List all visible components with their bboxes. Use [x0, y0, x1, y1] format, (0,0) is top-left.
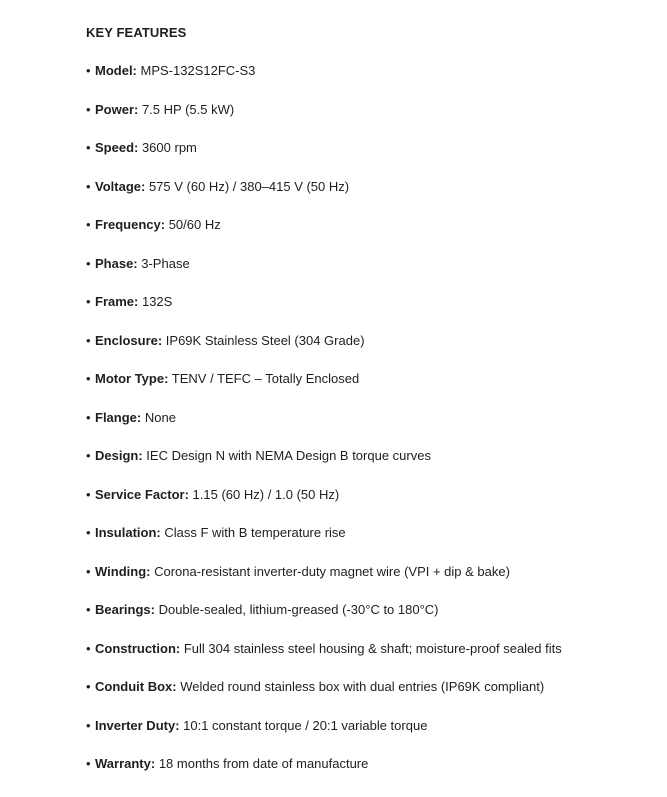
feature-label: Conduit Box:	[95, 679, 177, 694]
feature-value: IEC Design N with NEMA Design B torque curves	[142, 448, 431, 463]
feature-value: Corona-resistant inverter-duty magnet wire (VPI + dip & bake)	[150, 563, 510, 579]
bullet-icon: •	[86, 486, 91, 502]
bullet-icon: •	[86, 140, 91, 155]
feature-label: Motor Type:	[95, 371, 169, 386]
feature-item	[86, 447, 656, 465]
bullet-icon: •	[86, 679, 91, 694]
feature-item	[86, 178, 656, 196]
bullet-icon: •	[86, 409, 91, 425]
feature-list	[86, 62, 656, 773]
bullet-icon: •	[86, 294, 91, 309]
bullet-icon: •	[86, 217, 91, 232]
feature-value: 132S	[138, 294, 173, 309]
feature-item	[86, 409, 656, 427]
feature-label: Power:	[95, 101, 139, 117]
feature-value: 10:1 constant torque / 20:1 variable torque	[179, 717, 428, 733]
feature-value: 7.5 HP (5.5 kW)	[138, 101, 235, 117]
feature-label: Frame:	[95, 294, 139, 309]
feature-item	[86, 563, 656, 581]
feature-value: 575 V (60 Hz) / 380–415 V (50 Hz)	[145, 178, 350, 194]
feature-value: TENV / TEFC – Totally Enclosed	[168, 371, 360, 386]
feature-value: None	[141, 409, 176, 425]
feature-value: IP69K Stainless Steel (304 Grade)	[162, 332, 365, 348]
bullet-icon: •	[86, 756, 91, 771]
bullet-icon: •	[86, 717, 91, 733]
section-heading: KEY FEATURES	[86, 25, 187, 40]
bullet-icon: •	[86, 602, 91, 617]
feature-label: Bearings:	[95, 602, 155, 617]
feature-item	[86, 601, 656, 619]
feature-item	[86, 524, 656, 542]
feature-item	[86, 486, 656, 504]
feature-label: Service Factor:	[95, 486, 189, 502]
feature-label: Flange:	[95, 409, 142, 425]
feature-item	[86, 717, 656, 735]
feature-value: 50/60 Hz	[165, 217, 221, 232]
bullet-icon: •	[86, 448, 91, 463]
feature-label: Frequency:	[95, 217, 166, 232]
feature-label: Construction:	[95, 640, 181, 656]
feature-label: Design:	[95, 448, 143, 463]
feature-item	[86, 293, 656, 311]
feature-value: Double-sealed, lithium-greased (-30°C to 180°C)	[154, 602, 439, 617]
bullet-icon: •	[86, 371, 91, 386]
feature-label: Phase:	[95, 255, 138, 271]
feature-item	[86, 62, 656, 80]
feature-value: Welded round stainless box with dual entries (IP69K compliant)	[176, 679, 545, 694]
bullet-icon: •	[86, 640, 91, 656]
feature-label: Voltage:	[95, 178, 146, 194]
feature-value: 3600 rpm	[138, 140, 197, 155]
bullet-icon: •	[86, 63, 91, 78]
feature-item	[86, 678, 656, 696]
feature-label: Speed:	[95, 140, 139, 155]
feature-item	[86, 255, 656, 273]
bullet-icon: •	[86, 255, 91, 271]
feature-item	[86, 332, 656, 350]
feature-value: Class F with B temperature rise	[160, 525, 346, 540]
feature-value: 1.15 (60 Hz) / 1.0 (50 Hz)	[188, 486, 340, 502]
feature-label: Enclosure:	[95, 332, 163, 348]
feature-label: Inverter Duty:	[95, 717, 180, 733]
feature-value: 3-Phase	[137, 255, 190, 271]
feature-label: Insulation:	[95, 525, 161, 540]
feature-item	[86, 370, 656, 388]
bullet-icon: •	[86, 332, 91, 348]
feature-item	[86, 101, 656, 119]
key-features-section	[86, 24, 656, 794]
feature-value: MPS-132S12FC-S3	[136, 63, 256, 78]
bullet-icon: •	[86, 178, 91, 194]
feature-label: Winding:	[95, 563, 151, 579]
feature-value: Full 304 stainless steel housing & shaft; moisture-proof sealed fits	[180, 640, 562, 656]
feature-item	[86, 139, 656, 157]
bullet-icon: •	[86, 525, 91, 540]
feature-label: Warranty:	[95, 756, 156, 771]
bullet-icon: •	[86, 563, 91, 579]
feature-value: 18 months from date of manufacture	[155, 756, 369, 771]
feature-item	[86, 755, 656, 773]
feature-label: Model:	[95, 63, 137, 78]
feature-item	[86, 640, 656, 658]
bullet-icon: •	[86, 101, 91, 117]
feature-item	[86, 216, 656, 234]
